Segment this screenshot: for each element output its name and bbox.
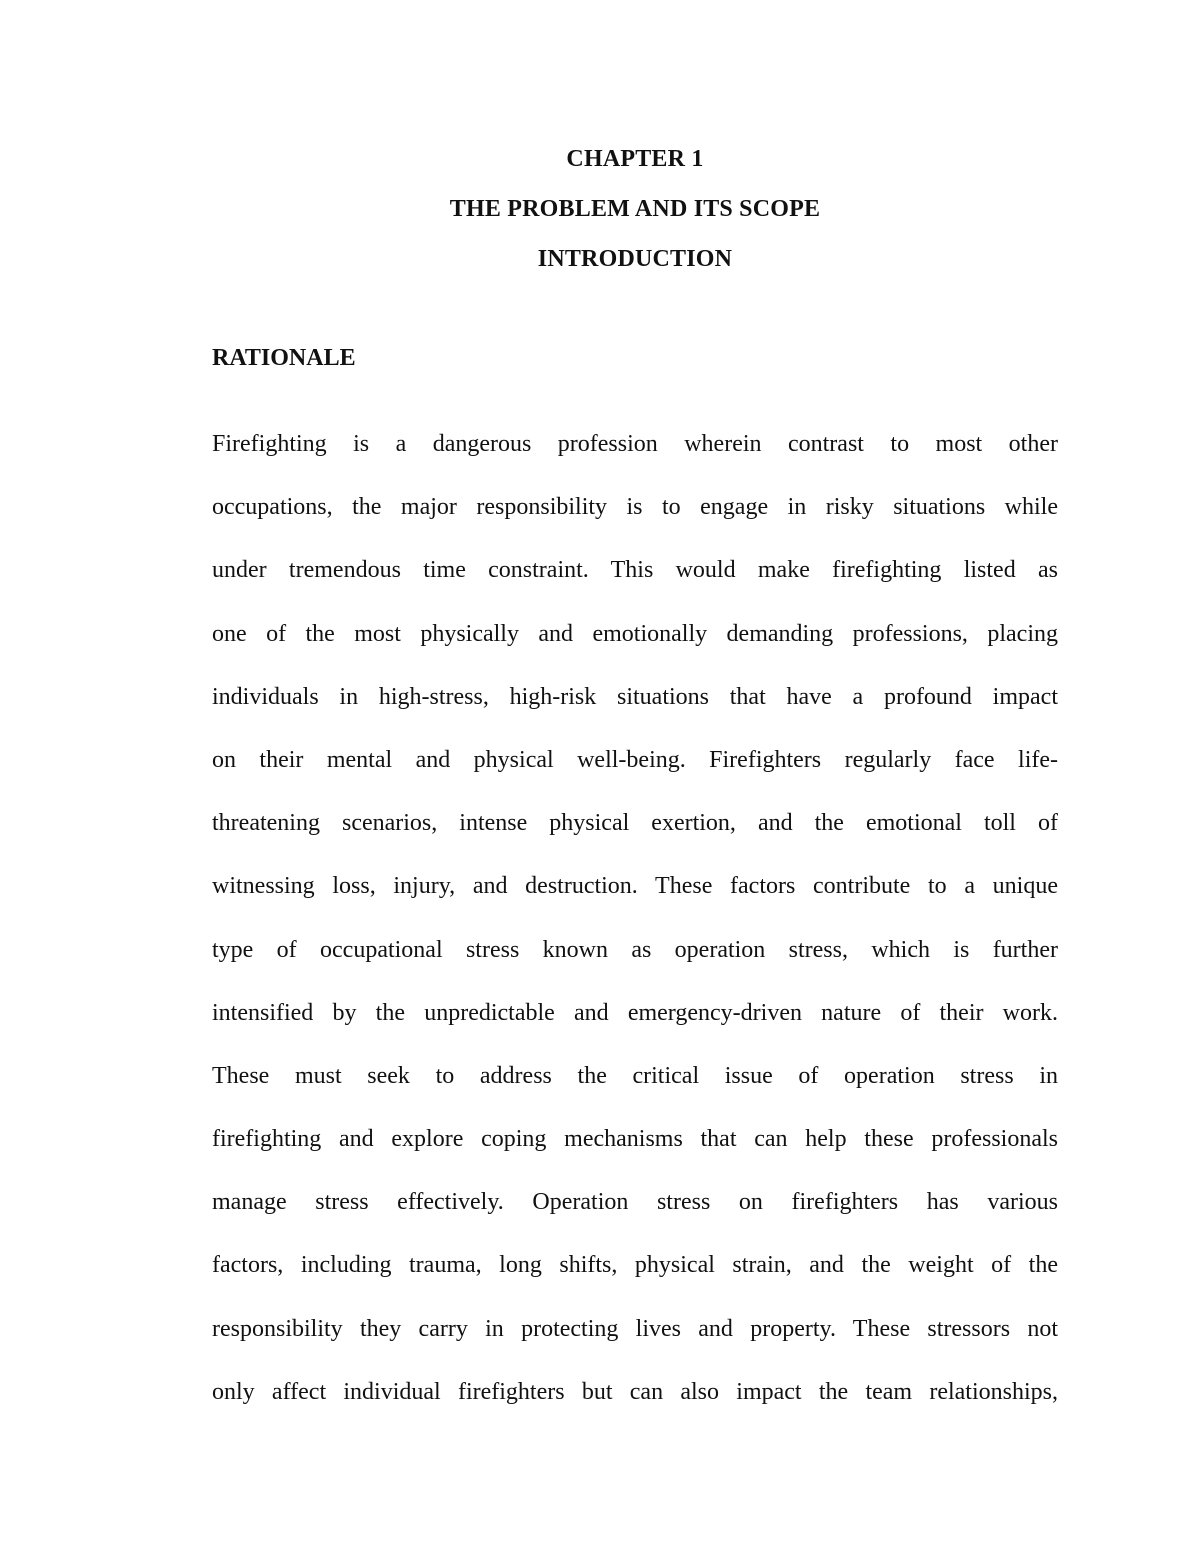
paragraph-line: occupations, the major responsibility is to engage in risky situations while bbox=[212, 494, 1058, 521]
paragraph-line: manage stress effectively. Operation stress on firefighters has various bbox=[212, 1189, 1058, 1216]
paragraph-line: witnessing loss, injury, and destruction. These factors contribute to a unique bbox=[212, 873, 1058, 900]
paragraph-line: Firefighting is a dangerous profession wherein contrast to most other bbox=[212, 431, 1058, 457]
rationale-paragraph bbox=[212, 428, 1058, 1439]
paragraph-line: only affect individual firefighters but can also impact the team relationships, bbox=[212, 1378, 1058, 1405]
paragraph-line: factors, including trauma, long shifts, physical strain, and the weight of the bbox=[212, 1252, 1058, 1279]
paragraph-line: one of the most physically and emotionally demanding professions, placing bbox=[212, 620, 1058, 647]
paragraph-line: under tremendous time constraint. This would make firefighting listed as bbox=[212, 557, 1058, 584]
paragraph-line: These must seek to address the critical issue of operation stress in bbox=[212, 1062, 1058, 1089]
rationale-heading: RATIONALE bbox=[212, 345, 356, 371]
paragraph-line: individuals in high-stress, high-risk situations that have a profound impact bbox=[212, 683, 1058, 710]
paragraph-line: responsibility they carry in protecting lives and property. These stressors not bbox=[212, 1315, 1058, 1342]
paragraph-line: threatening scenarios, intense physical exertion, and the emotional toll of bbox=[212, 810, 1058, 837]
paragraph-line: type of occupational stress known as operation stress, which is further bbox=[212, 936, 1058, 963]
paragraph-line: intensified by the unpredictable and emergency-driven nature of their work. bbox=[212, 999, 1058, 1026]
paragraph-line: firefighting and explore coping mechanisms that can help these professionals bbox=[212, 1126, 1058, 1153]
paragraph-line: on their mental and physical well-being. Firefighters regularly face life- bbox=[212, 746, 1058, 773]
chapter-heading: CHAPTER 1 bbox=[566, 146, 704, 172]
chapter-title: THE PROBLEM AND ITS SCOPE bbox=[449, 196, 821, 222]
introduction-heading: INTRODUCTION bbox=[537, 246, 733, 272]
